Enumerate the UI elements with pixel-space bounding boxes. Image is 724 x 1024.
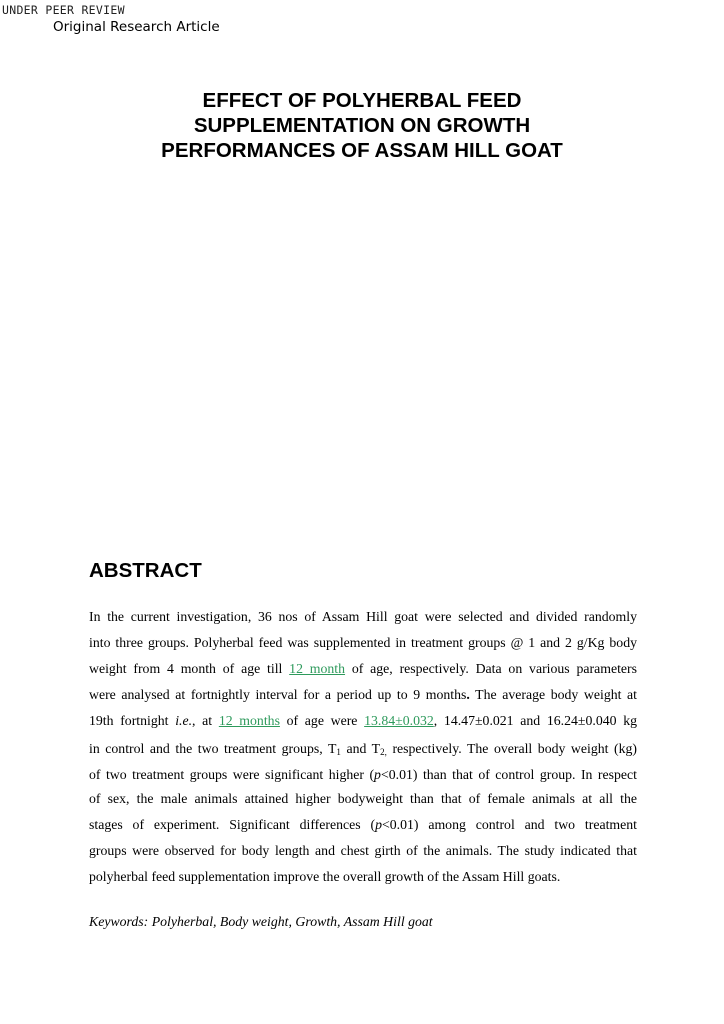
link-12-month[interactable]: 12 month [289,661,346,676]
abstract-line-9 [89,812,637,838]
text-segment: in control and the two treatment groups, T [89,741,337,756]
text-segment: <0.01) than that of control group. In respect [380,767,637,782]
abstract-line-3 [89,656,637,682]
text-segment: stages of experiment. Significant differences ( [89,817,376,832]
text-segment: 19th fortnight [89,713,169,728]
text-segment: The average body weight at [475,687,638,702]
keywords: Keywords: Polyherbal, Body weight, Growth, Assam Hill goat [89,914,433,929]
text-segment: were analysed at fortnightly interval for a period up to 9 months [89,687,467,702]
abstract-body [89,604,637,890]
link-control-weight[interactable]: 13.84±0.032 [364,713,434,728]
peer-review-watermark: UNDER PEER REVIEW [2,3,125,17]
title-line-2: SUPPLEMENTATION ON GROWTH [193,114,531,137]
text-segment: of two treatment groups were significant higher ( [89,767,375,782]
text-segment: of age, respectively. Data on various parameters [351,661,637,676]
paper-title [100,88,624,163]
abstract-line-8: of sex, the male animals attained higher bodyweight than that of female animals at all the [89,791,637,806]
text-segment: of age were [286,713,358,728]
abstract-heading: ABSTRACT [89,559,202,582]
abstract-line-2: into three groups. Polyherbal feed was supplemented in treatment groups @ 1 and 2 g/Kg body [89,635,637,650]
title-line-1: EFFECT OF POLYHERBAL FEED [202,89,522,112]
abstract-line-10: groups were observed for body length and chest girth of the animals. The study indicated that [89,843,637,858]
article-type-label: Original Research Article [53,19,220,35]
abstract-line-4 [89,682,637,708]
italic-ie: i.e. [175,713,193,728]
text-segment: <0.01) among control and two treatment [381,817,637,832]
text-segment: and T [346,741,381,756]
abstract-line-5 [89,708,637,734]
text-segment: , at [192,713,213,728]
bold-period: . [466,687,470,702]
abstract-line-1: In the current investigation, 36 nos of Assam Hill goat were selected and divided randomly [89,609,637,624]
subscript: 2, [380,747,387,757]
title-line-3: PERFORMANCES OF ASSAM HILL GOAT [161,139,563,162]
abstract-line-7 [89,762,637,788]
text-segment: respectively. The overall body weight (kg) [392,741,638,756]
text-segment: , 14.47±0.021 and 16.24±0.040 kg [433,713,638,728]
abstract-line-11: polyherbal feed supplementation improve the overall growth of the Assam Hill goats. [89,869,561,884]
italic-p: p [374,767,381,782]
text-segment: weight from 4 month of age till [89,661,283,676]
subscript: 1 [336,747,341,757]
italic-p: p [375,817,382,832]
link-12-months[interactable]: 12 months [218,713,280,728]
abstract-line-6 [89,736,637,762]
